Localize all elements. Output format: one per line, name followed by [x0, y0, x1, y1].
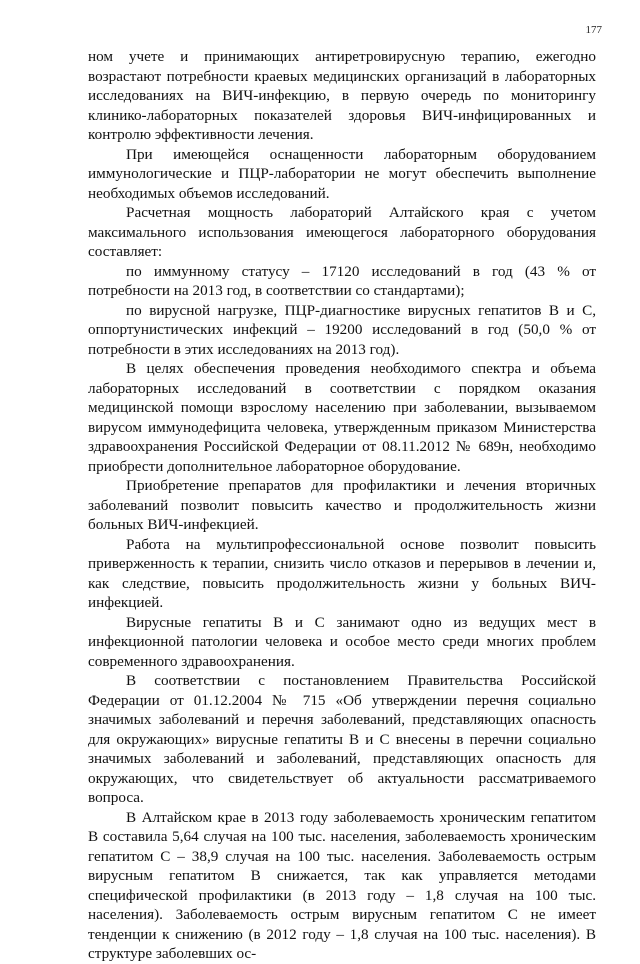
- document-body: [88, 47, 596, 964]
- paragraph-hepatitis-intro: Вирусные гепатиты В и С занимают одно из ведущих мест в инфекционной патологии человека и особое место среди многих проблем современного здравоохранения.: [88, 613, 596, 670]
- paragraph-viral-load: по вирусной нагрузке, ПЦР-диагностике вирусных гепатитов В и С, оппортунистических инфекций – 19200 исследований в год (50,0 % от потребности в этих исследованиях на 2013 год).: [88, 301, 596, 358]
- paragraph-multiprofessional: Работа на мультипрофессиональной основе позволит повысить приверженность к терапии, снизить число отказов и перерывов в лечении и, как следствие, повысить продолжительность жизни у больных ВИЧ-инфекцией.: [88, 535, 596, 611]
- paragraph-altai-statistics: В Алтайском крае в 2013 году заболеваемость хроническим гепатитом В составила 5,64 случая на 100 тыс. населения, заболеваемость хроническим гепатитом С – 38,9 случая на 100 тыс. населения. Заболеваемость острым вирусным гепатитом В снижается, так как управляется методами специфической профилактики (в 2013 году – 1,8 случая на 100 тыс. населения). Заболеваемость острым вирусным гепатитом С не имеет тенденции к снижению (в 2012 году – 1,8 случая на 100 тыс. населения). В структуре заболевших ос-: [88, 808, 596, 962]
- paragraph-lab-equipment: В целях обеспечения проведения необходимого спектра и объема лабораторных исследований в соответствии с порядком оказания медицинской помощи взрослому населению при заболевании, вызываемом вирусом иммунодефицита человека, утвержденным приказом Министерства здравоохранения Российской Федерации от 08.11.2012 № 689н, необходимо приобрести дополнительное лабораторное оборудование.: [88, 360, 596, 475]
- paragraph-calculated-capacity: Расчетная мощность лабораторий Алтайского края с учетом максимального использования имеющегося лабораторного оборудования составляет:: [88, 204, 596, 260]
- paragraph-lab-capacity: При имеющейся оснащенности лабораторным оборудованием иммунологические и ПЦР-лаборатории не могут обеспечить выполнение необходимых объемов исследований.: [88, 145, 596, 202]
- paragraph-drug-purchase: Приобретение препаратов для профилактики и лечения вторичных заболеваний позволит повысить качество и продолжительность жизни больных ВИЧ-инфекцией.: [88, 477, 596, 533]
- paragraph-government-decree: В соответствии с постановлением Правительства Российской Федерации от 01.12.2004 № 715 «Об утверждении перечня социально значимых заболеваний и перечня заболеваний, представляющих опасность для окружающих» вирусные гепатиты В и С внесены в перечни социально значимых заболеваний и заболеваний, представляющих опасность для окружающих, что свидетельствует об актуальности рассматриваемого вопроса.: [88, 672, 596, 806]
- paragraph-continuation: ном учете и принимающих антиретровирусную терапию, ежегодно возрастают потребности краевых медицинских организаций в лабораторных исследованиях на ВИЧ-инфекцию, в первую очередь по мониторингу клинико-лабораторных показателей здоровья ВИЧ-инфицированных и контролю эффективности лечения.: [88, 48, 596, 143]
- paragraph-immune-status: по иммунному статусу – 17120 исследований в год (43 % от потребности на 2013 год, в соответствии со стандартами);: [88, 262, 596, 299]
- page-number: 177: [585, 24, 602, 36]
